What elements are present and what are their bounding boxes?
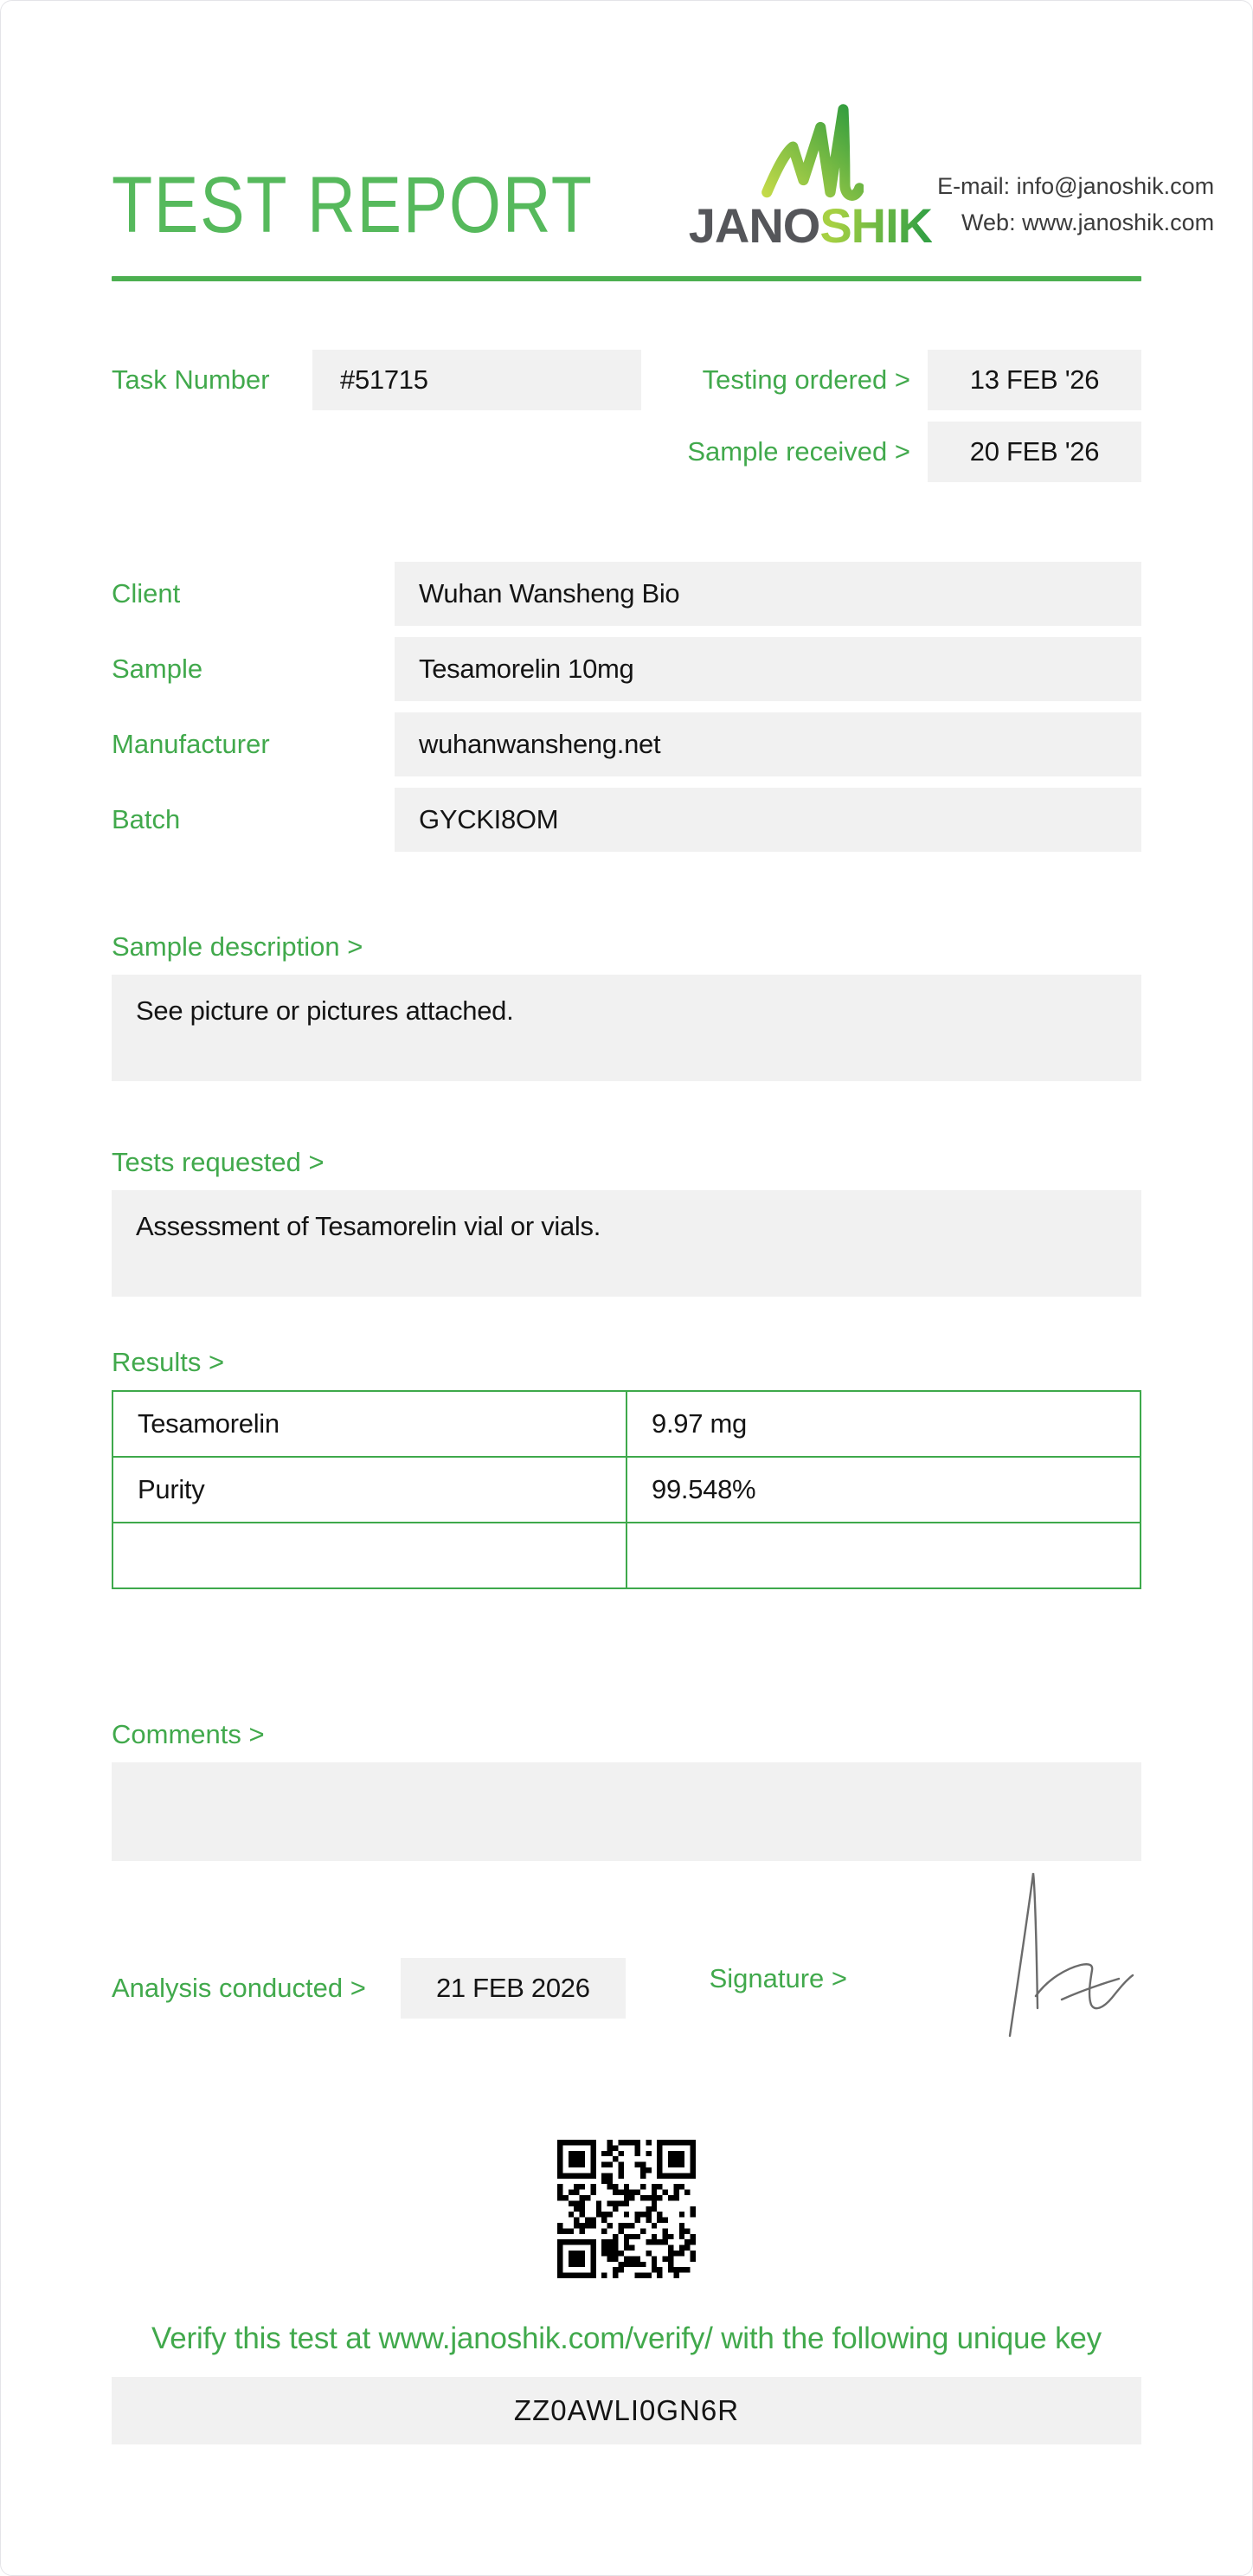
batch-value: GYCKI8OM	[419, 804, 559, 834]
result-value-cell	[626, 1523, 1141, 1588]
results-label: Results >	[112, 1347, 225, 1377]
testing-ordered-value: 13 FEB '26	[969, 364, 1100, 395]
task-number-label: Task Number	[112, 364, 270, 395]
task-dates-row	[112, 350, 1141, 482]
tests-requested-label: Tests requested >	[112, 1147, 324, 1177]
sample-description-section	[112, 931, 1141, 1081]
janoshik-logo	[688, 101, 933, 253]
janoshik-wordmark	[688, 198, 933, 253]
comments-box	[112, 1762, 1141, 1861]
sample-description-label: Sample description >	[112, 931, 363, 962]
sample-label: Sample	[112, 654, 203, 684]
comments-section	[112, 1719, 1141, 1861]
janoshik-squiggle-icon	[756, 101, 864, 207]
result-value-cell: 9.97 mg	[626, 1391, 1141, 1457]
testing-ordered-label: Testing ordered >	[702, 364, 910, 395]
contact-web: Web: www.janoshik.com	[961, 209, 1215, 236]
report-header	[112, 101, 1215, 253]
wordmark-jano: JANO	[688, 198, 820, 253]
qr-code-icon	[557, 2140, 696, 2278]
dates-group	[687, 350, 1141, 482]
tests-requested-box	[112, 1190, 1141, 1297]
contact-info	[937, 169, 1214, 242]
analysis-conducted-label: Analysis conducted >	[112, 1973, 366, 2003]
sample-received-label: Sample received >	[687, 436, 910, 467]
analysis-date-value: 21 FEB 2026	[435, 1973, 590, 2003]
batch-row	[112, 788, 1141, 852]
header-divider	[112, 276, 1141, 281]
unique-key-value: ZZ0AWLI0GN6R	[513, 2394, 740, 2426]
batch-box	[395, 788, 1141, 852]
signature-icon	[965, 1847, 1147, 2064]
manufacturer-label: Manufacturer	[112, 729, 270, 759]
sample-received-box	[928, 422, 1141, 482]
client-box	[395, 562, 1141, 626]
client-row	[112, 562, 1141, 626]
analysis-date-box	[401, 1958, 626, 2019]
manufacturer-row	[112, 712, 1141, 776]
tests-requested-text: Assessment of Tesamorelin vial or vials.	[136, 1211, 601, 1241]
sample-value: Tesamorelin 10mg	[419, 654, 634, 684]
task-number-box	[312, 350, 641, 410]
results-table	[112, 1390, 1141, 1589]
table-row	[112, 1391, 1141, 1457]
testing-ordered-row	[687, 350, 1141, 410]
manufacturer-box	[395, 712, 1141, 776]
qr-code-wrap	[112, 2140, 1141, 2278]
comments-label: Comments >	[112, 1719, 265, 1749]
sample-row	[112, 637, 1141, 701]
result-name-cell: Tesamorelin	[112, 1391, 626, 1457]
testing-ordered-box	[928, 350, 1141, 410]
tests-requested-section	[112, 1147, 1141, 1297]
verify-instruction: Verify this test at www.janoshik.com/verify/ with the following unique key	[151, 2322, 1102, 2355]
contact-email: E-mail: info@janoshik.com	[937, 173, 1215, 200]
result-name-cell	[112, 1523, 626, 1588]
unique-key-box	[112, 2377, 1141, 2444]
sample-received-value: 20 FEB '26	[969, 436, 1100, 467]
sample-received-row	[687, 422, 1141, 482]
sample-description-box	[112, 975, 1141, 1081]
client-label: Client	[112, 578, 181, 609]
analysis-signature-row	[112, 1958, 1141, 2019]
result-value-cell: 99.548%	[626, 1457, 1141, 1523]
result-name-cell: Purity	[112, 1457, 626, 1523]
client-value: Wuhan Wansheng Bio	[419, 578, 680, 609]
sample-box	[395, 637, 1141, 701]
table-row	[112, 1523, 1141, 1588]
results-section	[112, 1347, 1141, 1589]
sample-info-section	[112, 562, 1141, 852]
task-number-value: #51715	[340, 364, 428, 395]
signature-label: Signature >	[709, 1963, 847, 1993]
page-title: TEST REPORT	[112, 161, 594, 249]
sample-description-text: See picture or pictures attached.	[136, 995, 514, 1026]
wordmark-shik: SHIK	[819, 198, 933, 253]
task-number-group	[112, 350, 641, 410]
manufacturer-value: wuhanwansheng.net	[419, 729, 661, 759]
table-row	[112, 1457, 1141, 1523]
batch-label: Batch	[112, 804, 181, 834]
